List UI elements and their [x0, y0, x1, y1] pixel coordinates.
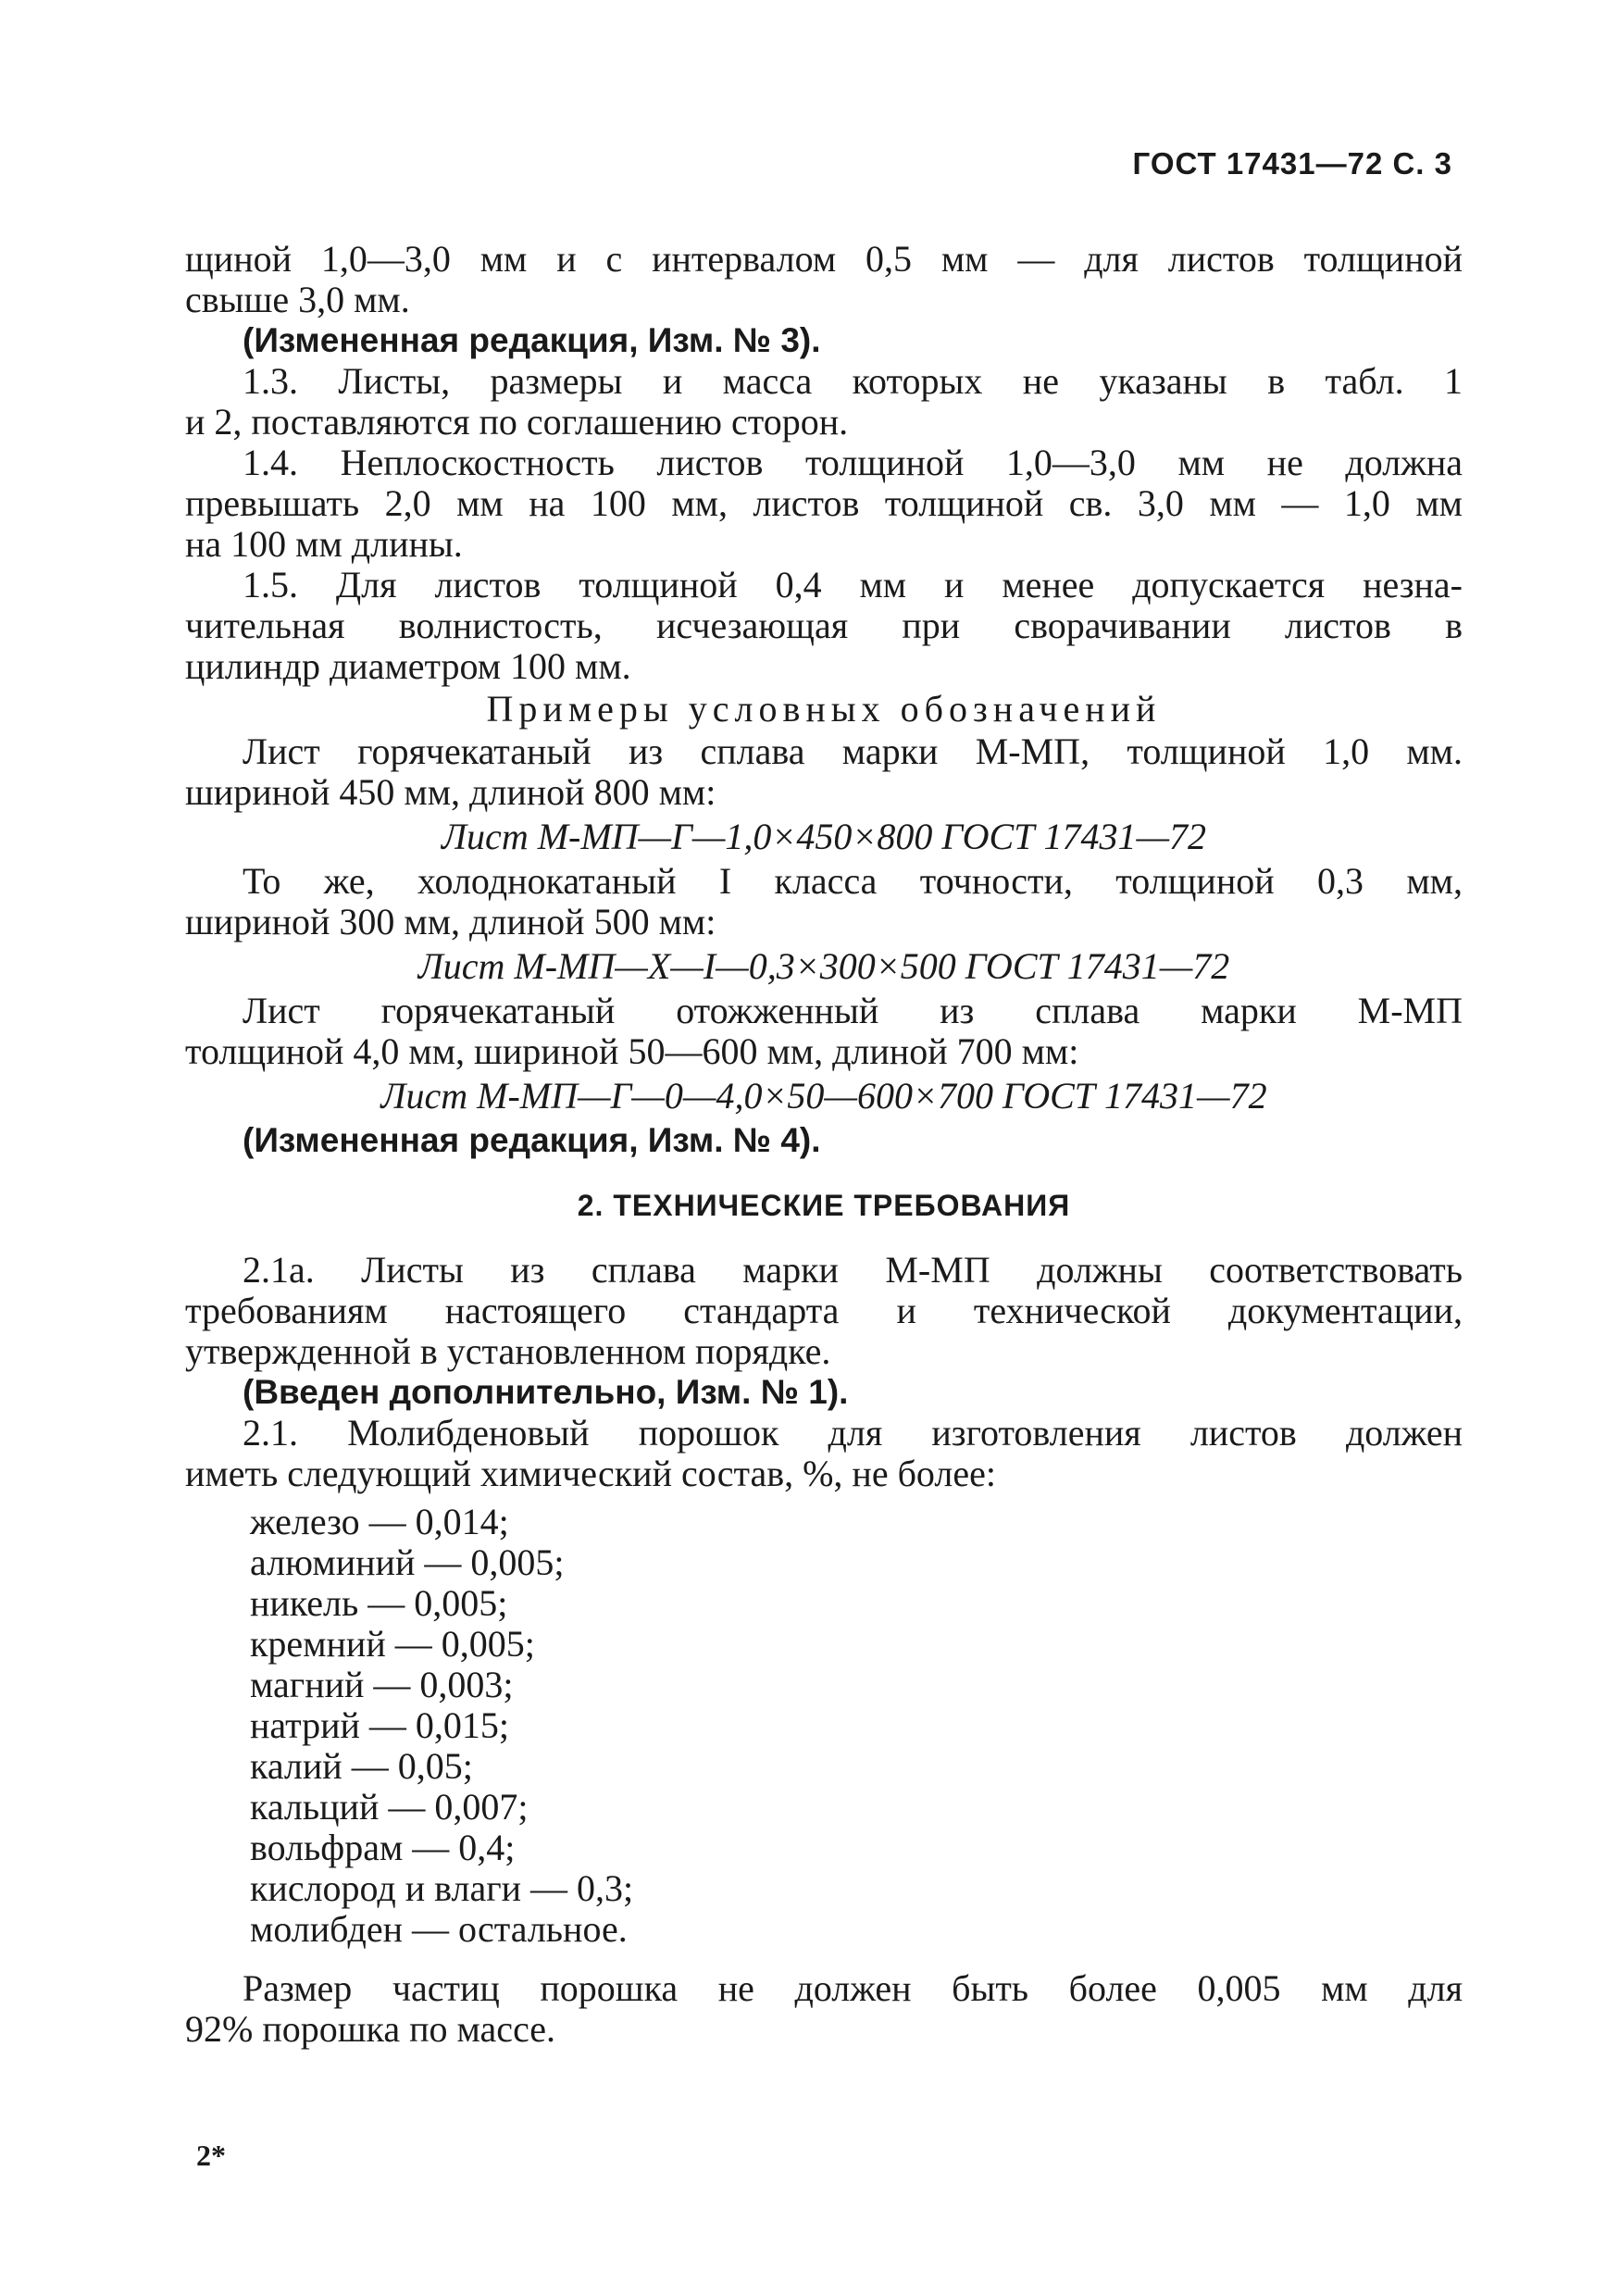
clause-1-3-line: 1.3. Листы, размеры и масса которых не указаны в табл. 1 — [243, 360, 1463, 402]
composition-item: натрий — 0,015; — [250, 1704, 510, 1746]
composition-item: кремний — 0,005; — [250, 1623, 535, 1665]
composition-item: кислород и влаги — 0,3; — [250, 1867, 634, 1909]
example-2-line: шириной 300 мм, длиной 500 мм: — [185, 901, 716, 942]
clause-2-1-line: 2.1. Молибденовый порошок для изготовления листов должен — [243, 1412, 1463, 1454]
example-1-line: Лист горячекатаный из сплава марки М-МП, толщиной 1,0 мм. — [243, 730, 1463, 772]
example-2-line: То же, холоднокатаный I класса точности, толщиной 0,3 мм, — [243, 860, 1463, 902]
clause-1-4-line: превышать 2,0 мм на 100 мм, листов толщиной св. 3,0 мм — 1,0 мм — [185, 482, 1463, 524]
composition-item: вольфрам — 0,4; — [250, 1827, 516, 1868]
amendment-note: (Введен дополнительно, Изм. № 1). — [243, 1373, 849, 1411]
examples-heading: Примеры условных обозначений — [486, 688, 1162, 730]
composition-item: молибден — остальное. — [250, 1908, 628, 1950]
example-3-line: толщиной 4,0 мм, шириной 50—600 мм, длиной 700 мм: — [185, 1030, 1079, 1072]
example-1-designation: Лист М-МП—Г—1,0×450×800 ГОСТ 17431—72 — [441, 816, 1207, 857]
amendment-note: (Измененная редакция, Изм. № 4). — [243, 1121, 821, 1159]
clause-1-4-line: на 100 мм длины. — [185, 523, 463, 565]
composition-item: магний — 0,003; — [250, 1664, 514, 1705]
example-3-designation: Лист М-МП—Г—0—4,0×50—600×700 ГОСТ 17431—72 — [380, 1075, 1267, 1117]
composition-item: никель — 0,005; — [250, 1582, 508, 1624]
composition-item: алюминий — 0,005; — [250, 1541, 565, 1583]
composition-item: калий — 0,05; — [250, 1745, 473, 1787]
composition-item: железо — 0,014; — [250, 1501, 509, 1542]
document-body — [185, 239, 1463, 2050]
section-2-heading: 2. ТЕХНИЧЕСКИЕ ТРЕБОВАНИЯ — [577, 1189, 1071, 1222]
clause-1-5-line: цилиндр диаметром 100 мм. — [185, 645, 631, 687]
amendment-note: (Измененная редакция, Изм. № 3). — [243, 321, 821, 359]
composition-list — [185, 1502, 1463, 1950]
paragraph-line: щиной 1,0—3,0 мм и с интервалом 0,5 мм — для листов толщиной — [185, 238, 1463, 280]
clause-2-1a-line: требованиям настоящего стандарта и технической документации, — [185, 1290, 1463, 1331]
clause-1-5-line: 1.5. Для листов толщиной 0,4 мм и менее допускается незна- — [243, 564, 1463, 605]
example-2-designation: Лист М-МП—Х—I—0,3×300×500 ГОСТ 17431—72 — [417, 945, 1230, 987]
paragraph-line: свыше 3,0 мм. — [185, 279, 410, 320]
clause-2-1-line: иметь следующий химический состав, %, не более: — [185, 1453, 996, 1494]
clause-2-1a-line: утвержденной в установленном порядке. — [185, 1330, 831, 1372]
signature-mark: 2* — [196, 2139, 226, 2172]
clause-1-4-line: 1.4. Неплоскостность листов толщиной 1,0—3,0 мм не должна — [243, 442, 1463, 483]
example-1-line: шириной 450 мм, длиной 800 мм: — [185, 771, 716, 813]
composition-item: кальций — 0,007; — [250, 1786, 529, 1828]
clause-1-3-line: и 2, поставляются по соглашению сторон. — [185, 401, 849, 443]
particle-size-line: 92% порошка по массе. — [185, 2008, 556, 2050]
example-3-line: Лист горячекатаный отожженный из сплава марки М-МП — [243, 990, 1463, 1031]
clause-1-5-line: чительная волнистость, исчезающая при сворачивании листов в — [185, 605, 1463, 646]
particle-size-line: Размер частиц порошка не должен быть более 0,005 мм для — [243, 1967, 1463, 2009]
page-header: ГОСТ 17431—72 С. 3 — [1132, 146, 1452, 181]
clause-2-1a-line: 2.1а. Листы из сплава марки М-МП должны соответствовать — [243, 1249, 1463, 1291]
